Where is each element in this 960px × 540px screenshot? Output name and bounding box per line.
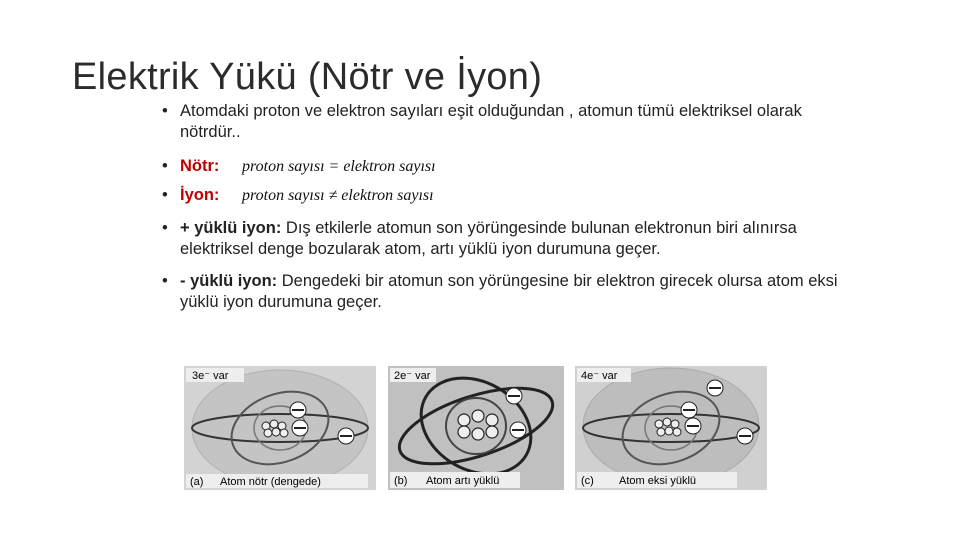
figure-c-caption: Atom eksi yüklü (619, 475, 697, 487)
bullet-intro-text: Atomdaki proton ve elektron sayıları eşit olduğundan , atomun tümü elektriksel olarak nötrdür.. (180, 102, 802, 141)
iyon-formula: proton sayısı ≠ elektron sayısı (242, 187, 434, 204)
notr-label: Nötr: (180, 157, 220, 175)
figure-a-corner: 3e⁻ var (192, 370, 229, 382)
bullet-iyon (162, 185, 662, 207)
bullet-positive-ion (162, 218, 842, 260)
bullet-negative-ion (162, 271, 842, 313)
bullet-dot: • (162, 272, 168, 290)
iyon-label: İyon: (180, 186, 220, 204)
nucleus (655, 418, 681, 436)
bullet-intro (162, 101, 842, 143)
figure-b-letter: (b) (394, 475, 408, 487)
positive-ion-label: + yüklü iyon: (180, 219, 282, 237)
bullet-notr (162, 156, 662, 178)
figure-neutral-atom (184, 366, 376, 490)
figure-b-corner: 2e⁻ var (394, 370, 431, 382)
slide-title: Elektrik Yükü (Nötr ve İyon) (72, 56, 543, 98)
figure-a-caption: Atom nötr (dengede) (220, 476, 321, 488)
bullet-dot: • (162, 219, 168, 237)
figure-b-caption: Atom artı yüklü (426, 475, 500, 487)
neutral-atom-diagram (184, 366, 376, 490)
negative-atom-diagram (575, 366, 767, 490)
figure-a-letter: (a) (190, 476, 204, 488)
negative-ion-text: Dengedeki bir atomun son yörüngesine bir elektron girecek olursa atom eksi yüklü iyon durumuna geçer. (180, 272, 838, 311)
bullet-dot: • (162, 186, 168, 204)
figure-negative-atom (575, 366, 767, 490)
bullet-dot: • (162, 102, 168, 120)
notr-formula: proton sayısı = elektron sayısı (242, 158, 436, 175)
negative-ion-label: - yüklü iyon: (180, 272, 278, 290)
figure-c-letter: (c) (581, 475, 594, 487)
figure-c-corner: 4e⁻ var (581, 370, 618, 382)
figure-positive-atom (388, 366, 564, 490)
positive-atom-diagram (388, 366, 564, 490)
bullet-dot: • (162, 157, 168, 175)
nucleus (262, 420, 288, 437)
positive-ion-text: Dış etkilerle atomun son yörüngesinde bulunan elektronun biri alınırsa elektriksel denge bozularak atom, artı yüklü iyon durumuna geçer. (180, 219, 797, 258)
